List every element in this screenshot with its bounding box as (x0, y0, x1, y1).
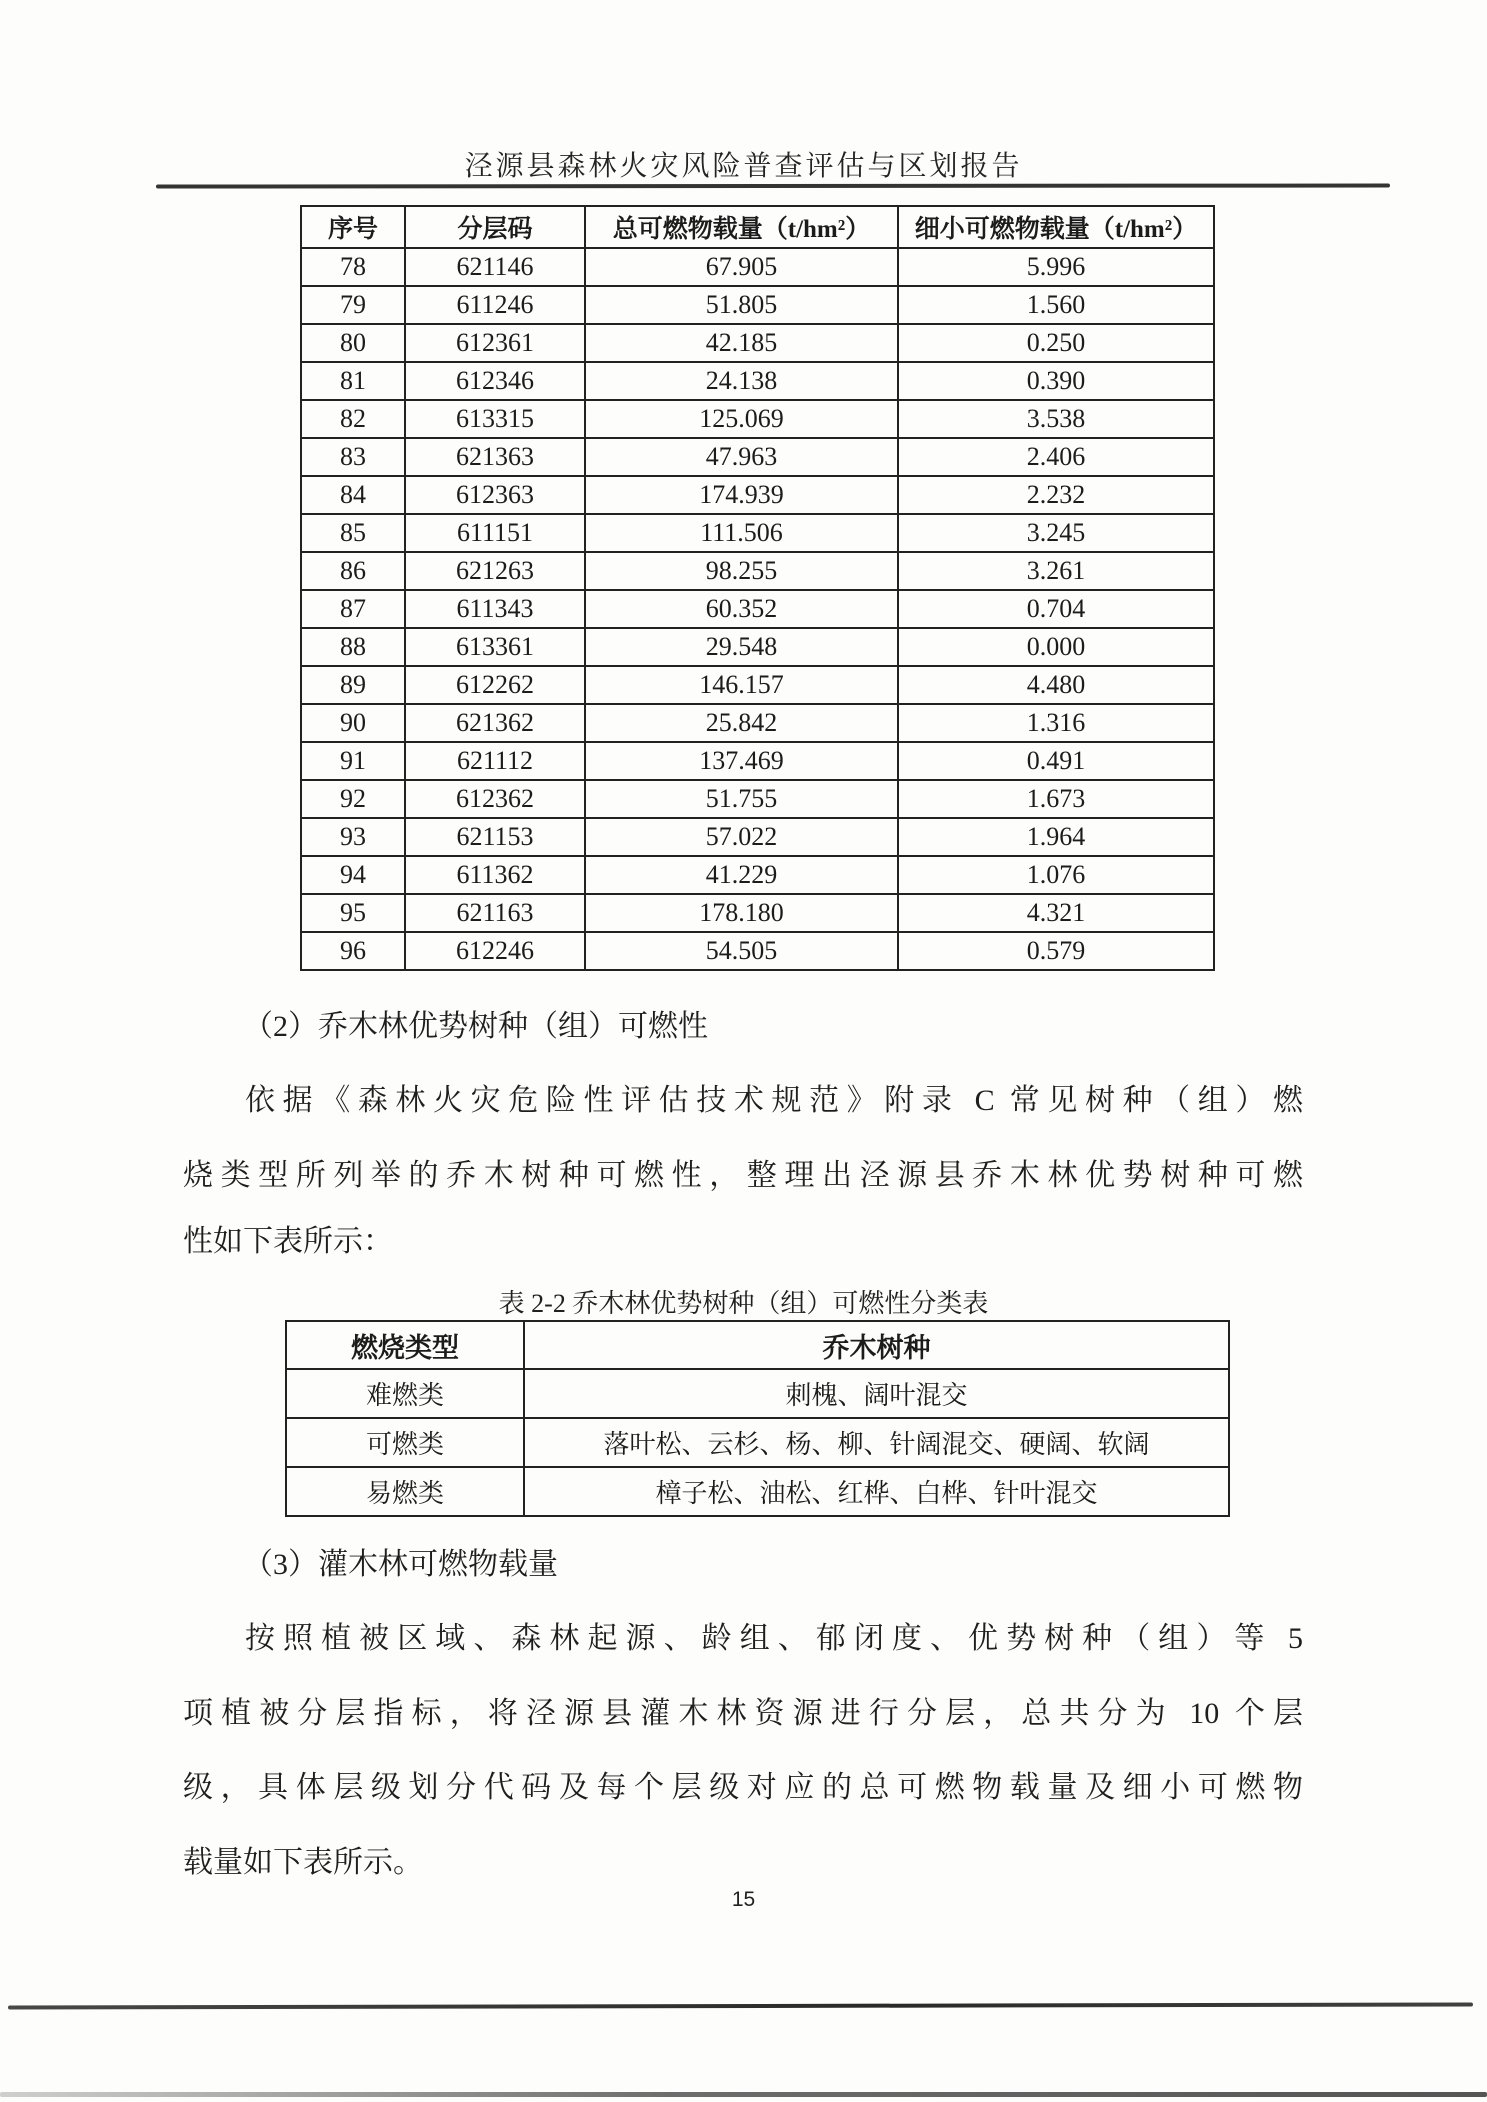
table-cell: 刺槐、阔叶混交 (524, 1369, 1229, 1418)
page-number: 15 (731, 1888, 756, 1911)
table-cell: 612246 (405, 932, 585, 970)
table-cell: 612362 (405, 780, 585, 818)
table-cell: 613361 (405, 628, 585, 666)
fuel-load-table (300, 205, 1215, 971)
table-cell: 3.538 (898, 400, 1214, 438)
table-cell: 24.138 (585, 362, 898, 400)
table-cell: 0.250 (898, 324, 1214, 362)
table-cell: 0.491 (898, 742, 1214, 780)
table-cell: 621363 (405, 438, 585, 476)
table-row (301, 514, 1214, 552)
table-cell: 87 (301, 590, 405, 628)
table-cell: 92 (301, 780, 405, 818)
table-cell: 611151 (405, 514, 585, 552)
table-cell: 621153 (405, 818, 585, 856)
table-cell: 樟子松、油松、红桦、白桦、针叶混交 (524, 1467, 1229, 1516)
table-cell: 621263 (405, 552, 585, 590)
table-cell: 83 (301, 438, 405, 476)
section-3-paragraph-line-3: 级，具体层级划分代码及每个层级对应的总可燃物载量及细小可燃物 (183, 1771, 1303, 1804)
table-cell: 98.255 (585, 552, 898, 590)
table-cell: 41.229 (585, 856, 898, 894)
table-cell: 612361 (405, 324, 585, 362)
table-row (301, 362, 1214, 400)
table-cell: 47.963 (585, 438, 898, 476)
section-2-paragraph-line-1: 依据《森林火灾危险性评估技术规范》附录 C 常见树种（组）燃 (245, 1084, 1303, 1117)
table-cell: 0.704 (898, 590, 1214, 628)
table-cell: 1.673 (898, 780, 1214, 818)
table-row (301, 894, 1214, 932)
table-cell: 178.180 (585, 894, 898, 932)
table-cell: 60.352 (585, 590, 898, 628)
table-cell: 57.022 (585, 818, 898, 856)
table-cell: 84 (301, 476, 405, 514)
table-cell: 613315 (405, 400, 585, 438)
table-cell: 1.964 (898, 818, 1214, 856)
table-row (301, 590, 1214, 628)
table-row (301, 476, 1214, 514)
table-cell: 621112 (405, 742, 585, 780)
table-cell: 90 (301, 704, 405, 742)
table-cell: 611343 (405, 590, 585, 628)
section-3-paragraph-line-4: 载量如下表所示。 (183, 1846, 423, 1879)
column-header-fine-fuel-load: 细小可燃物载量（t/hm²） (898, 206, 1214, 248)
scan-artifact-line (0, 2092, 1487, 2097)
section-3-paragraph-line-2: 项植被分层指标，将泾源县灌木林资源进行分层，总共分为 10 个层 (183, 1697, 1303, 1730)
table-cell: 1.316 (898, 704, 1214, 742)
table-cell: 落叶松、云杉、杨、柳、针阔混交、硬阔、软阔 (524, 1418, 1229, 1467)
table-cell: 89 (301, 666, 405, 704)
table-cell: 96 (301, 932, 405, 970)
table-cell: 80 (301, 324, 405, 362)
table-row (301, 438, 1214, 476)
section-3-paragraph-line-1: 按照植被区域、森林起源、龄组、郁闭度、优势树种（组）等 5 (245, 1622, 1303, 1655)
table-cell: 91 (301, 742, 405, 780)
table-cell: 95 (301, 894, 405, 932)
column-header-burn-type: 燃烧类型 (286, 1321, 524, 1369)
column-header-tree-species: 乔木树种 (524, 1321, 1229, 1369)
table-row (301, 248, 1214, 286)
classification-table-body (286, 1369, 1229, 1516)
table-cell: 54.505 (585, 932, 898, 970)
table-cell: 42.185 (585, 324, 898, 362)
table-row (286, 1369, 1229, 1418)
column-header-total-fuel-load: 总可燃物载量（t/hm²） (585, 206, 898, 248)
table-cell: 82 (301, 400, 405, 438)
table-cell: 611246 (405, 286, 585, 324)
table-cell: 621146 (405, 248, 585, 286)
table-cell: 611362 (405, 856, 585, 894)
flammability-classification-table (285, 1320, 1230, 1517)
table-cell: 612262 (405, 666, 585, 704)
table-cell: 3.245 (898, 514, 1214, 552)
scan-artifact-line (8, 2002, 1473, 2009)
section-2-paragraph-line-2: 烧类型所列举的乔木树种可燃性，整理出泾源县乔木林优势树种可燃 (183, 1159, 1303, 1192)
table-cell: 0.000 (898, 628, 1214, 666)
table-cell: 612346 (405, 362, 585, 400)
table-cell: 1.076 (898, 856, 1214, 894)
table-row (286, 1467, 1229, 1516)
table-cell: 可燃类 (286, 1418, 524, 1467)
table-row (301, 780, 1214, 818)
table-row (301, 324, 1214, 362)
table-cell: 3.261 (898, 552, 1214, 590)
section-2-paragraph-line-3: 性如下表所示： (183, 1225, 393, 1258)
table-row (301, 818, 1214, 856)
table-cell: 137.469 (585, 742, 898, 780)
table-row (301, 628, 1214, 666)
table-cell: 难燃类 (286, 1369, 524, 1418)
table-cell: 94 (301, 856, 405, 894)
table-row (286, 1418, 1229, 1467)
table-cell: 25.842 (585, 704, 898, 742)
table-cell: 146.157 (585, 666, 898, 704)
table-cell: 85 (301, 514, 405, 552)
table-cell: 5.996 (898, 248, 1214, 286)
table-cell: 79 (301, 286, 405, 324)
section-3-heading: （3）灌木林可燃物载量 (243, 1548, 558, 1581)
table-cell: 51.755 (585, 780, 898, 818)
table-cell: 4.321 (898, 894, 1214, 932)
table-cell: 86 (301, 552, 405, 590)
table-row (301, 552, 1214, 590)
table-cell: 78 (301, 248, 405, 286)
table-row (301, 400, 1214, 438)
table-cell: 易燃类 (286, 1467, 524, 1516)
table-cell: 612363 (405, 476, 585, 514)
table-cell: 621163 (405, 894, 585, 932)
table-cell: 93 (301, 818, 405, 856)
table-cell: 51.805 (585, 286, 898, 324)
column-header-layer-code: 分层码 (405, 206, 585, 248)
table-cell: 29.548 (585, 628, 898, 666)
table-cell: 0.390 (898, 362, 1214, 400)
table-cell: 88 (301, 628, 405, 666)
table-cell: 81 (301, 362, 405, 400)
table-cell: 174.939 (585, 476, 898, 514)
table-cell: 111.506 (585, 514, 898, 552)
table-cell: 67.905 (585, 248, 898, 286)
table-row (301, 856, 1214, 894)
table-cell: 4.480 (898, 666, 1214, 704)
header-rule (156, 183, 1390, 188)
table-row (301, 666, 1214, 704)
column-header-index: 序号 (301, 206, 405, 248)
table-cell: 125.069 (585, 400, 898, 438)
fuel-table-header-row (301, 206, 1214, 248)
table-row (301, 286, 1214, 324)
table-row (301, 932, 1214, 970)
classification-table-header-row (286, 1321, 1229, 1369)
table-cell: 2.232 (898, 476, 1214, 514)
page-header-title: 泾源县森林火灾风险普查评估与区划报告 (464, 151, 1023, 182)
table-cell: 1.560 (898, 286, 1214, 324)
section-2-heading: （2）乔木林优势树种（组）可燃性 (243, 1010, 708, 1043)
table-row (301, 704, 1214, 742)
table-cell: 0.579 (898, 932, 1214, 970)
table-row (301, 742, 1214, 780)
table-cell: 621362 (405, 704, 585, 742)
table-cell: 2.406 (898, 438, 1214, 476)
classification-table-caption: 表 2-2 乔木林优势树种（组）可燃性分类表 (498, 1289, 989, 1318)
fuel-table-body (301, 248, 1214, 970)
